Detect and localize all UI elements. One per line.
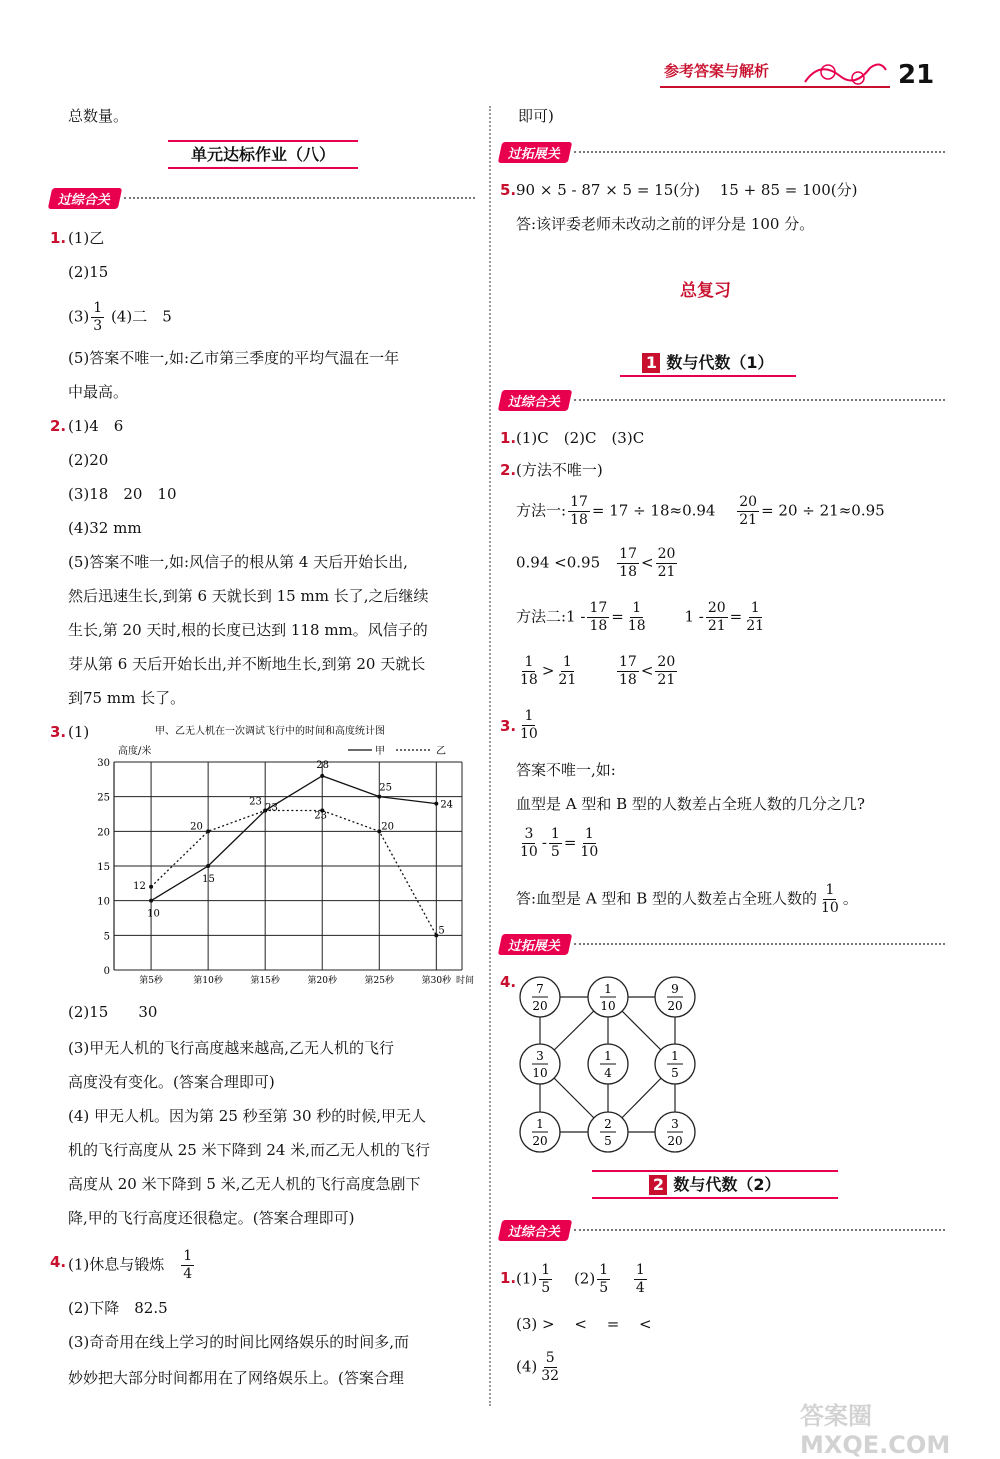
answer-line: (3) $\frac{1}{3}$ (4)二 5 <box>68 300 172 334</box>
data-label: 5 <box>438 925 445 937</box>
question-number: 1. <box>500 429 517 447</box>
y-tick-label: 30 <box>97 758 110 769</box>
fraction-circle-graph <box>515 972 700 1162</box>
question-number: 2. <box>500 461 517 479</box>
answer-line: 机的飞行高度从 25 米下降到 24 米,而乙无人机的飞行 <box>68 1141 431 1159</box>
node-numerator: 1 <box>671 1049 679 1063</box>
answer-line: 芽从第 6 天后开始长出,并不断地生长,到第 20 天就长 <box>68 655 426 673</box>
x-tick-label: 第20秒 <box>307 976 337 986</box>
answer-line: (1)C (2)C (3)C <box>516 429 645 447</box>
line-chart <box>90 720 480 990</box>
x-tick-label: 第15秒 <box>250 976 280 986</box>
node-denominator: 20 <box>532 1134 548 1148</box>
node-denominator: 5 <box>671 1066 679 1080</box>
data-label: 28 <box>316 759 329 771</box>
answer-line: (3)甲无人机的飞行高度越来越高,乙无人机的飞行 <box>68 1039 395 1057</box>
data-label: 20 <box>381 821 395 833</box>
node-denominator: 10 <box>532 1066 548 1080</box>
data-label: 10 <box>147 908 160 920</box>
answer-line: (1)休息与锻炼 $\frac{1}{4}$ <box>68 1248 193 1282</box>
answer-line: $\frac{1}{10}$ <box>520 708 538 742</box>
header-decoration-icon <box>800 56 890 90</box>
y-tick-label: 15 <box>97 862 110 873</box>
unit-title: 单元达标作业（八） <box>168 140 358 169</box>
node-numerator: 3 <box>671 1117 679 1131</box>
answer-line: 高度从 20 米下降到 5 米,乙无人机的飞行高度急剧下 <box>68 1175 421 1193</box>
series-line-jia <box>151 776 436 901</box>
answer-line: 妙妙把大部分时间都用在了网络娱乐上。(答案合理 <box>68 1369 404 1387</box>
node-denominator: 20 <box>667 1134 683 1148</box>
answer-line: 然后迅速生长,到第 6 天就长到 15 mm 长了,之后继续 <box>68 587 429 605</box>
answer-line: (4) 甲无人机。因为第 25 秒至第 30 秒的时候,甲无人 <box>68 1107 427 1125</box>
answer-line: $\frac{1}{18}$ > $\frac{1}{21}$ $\frac{17}{18}$ < $\frac{20}{21}$ <box>520 654 676 688</box>
question-number: 5. <box>500 181 517 199</box>
fraction: $\frac{1}{3}$ <box>93 300 103 334</box>
x-tick-label: 第10秒 <box>193 976 223 986</box>
legend-label-yi: 乙 <box>436 746 446 757</box>
answer-line: 中最高。 <box>68 383 129 401</box>
x-tick-label: 第30秒 <box>421 976 452 986</box>
data-label: 15 <box>202 874 215 885</box>
node-denominator: 20 <box>532 999 548 1013</box>
y-tick-label: 5 <box>103 931 110 943</box>
question-number: 1. <box>500 1269 517 1287</box>
tag-extension: 过拓展关 <box>500 934 945 954</box>
chart-title: 甲、乙无人机在一次调试飞行中的时间和高度统计图 <box>155 726 385 737</box>
answer-line: (3)奇奇用在线上学习的时间比网络娱乐的时间多,而 <box>68 1333 410 1351</box>
answer-line: 血型是 A 型和 B 型的人数差占全班人数的几分之几? <box>516 795 865 813</box>
answer-line: 0.94 <0.95 $\frac{17}{18}$ < $\frac{20}{21}$ <box>516 546 676 580</box>
y-tick-label: 10 <box>97 896 110 908</box>
node-numerator: 2 <box>604 1117 612 1131</box>
node-numerator: 3 <box>536 1049 544 1063</box>
review-title: 总复习 <box>680 281 731 301</box>
answer-line: 到75 mm 长了。 <box>68 689 186 707</box>
answer-line: 生长,第 20 天时,根的长度已达到 118 mm。风信子的 <box>68 621 428 639</box>
data-label: 23 <box>265 802 278 814</box>
data-point <box>149 885 153 889</box>
data-label: 24 <box>440 799 454 811</box>
answer-line: 答案不唯一,如: <box>516 761 616 779</box>
tag-extension: 过拓展关 <box>500 142 945 162</box>
x-tick-label: 第25秒 <box>364 976 395 986</box>
answer-line: 方法一: $\frac{17}{18}$ = 17 ÷ 18≈0.94 $\frac{20}{21}$ = 20 ÷ 21≈0.95 <box>516 494 885 528</box>
y-tick-label: 25 <box>97 792 110 804</box>
tag-comprehensive: 过综合关 <box>50 188 475 208</box>
data-point <box>320 774 324 778</box>
answer-line: (4)32 mm <box>68 519 142 537</box>
data-point <box>206 829 210 833</box>
data-point <box>206 864 210 868</box>
data-point <box>377 795 381 799</box>
node-denominator: 5 <box>604 1134 612 1148</box>
text-line: 总数量。 <box>68 107 129 125</box>
answer-line: (5)答案不唯一,如:风信子的根从第 4 天后开始长出, <box>68 553 408 571</box>
answer-line: (2)15 <box>68 263 109 281</box>
question-number: 4. <box>500 973 517 991</box>
answer-line: (5)答案不唯一,如:乙市第三季度的平均气温在一年 <box>68 349 400 367</box>
answer-line: 降,甲的飞行高度还很稳定。(答案合理即可) <box>68 1209 355 1227</box>
answer-line: 答:血型是 A 型和 B 型的人数差占全班人数的 $\frac{1}{10}$ 。 <box>516 882 858 916</box>
question-number: 2. <box>50 417 67 435</box>
y-tick-label: 20 <box>97 827 110 839</box>
data-label: 20 <box>190 821 203 833</box>
answer-line: (1) $\frac{1}{5}$ (2) $\frac{1}{5}$ $\frac{1}{4}$ <box>516 1262 645 1296</box>
question-number: 4. <box>50 1253 67 1271</box>
answer-line: (3) > < = < <box>516 1315 652 1333</box>
node-numerator: 7 <box>536 982 544 996</box>
node-denominator: 10 <box>600 999 616 1013</box>
data-label: 12 <box>133 880 146 892</box>
answer-line: 答:该评委老师未改动之前的评分是 100 分。 <box>516 215 815 233</box>
data-label: 23 <box>314 810 327 822</box>
section-title: 2 数与代数（2） <box>592 1170 838 1199</box>
answer-line: (1)乙 <box>68 229 105 247</box>
answer-line: (2)下降 82.5 <box>68 1299 168 1317</box>
data-point <box>149 899 153 903</box>
answer-line: (4) $\frac{5}{32}$ <box>516 1350 560 1384</box>
answer-line: 方法二:1 - $\frac{17}{18}$ = $\frac{1}{18}$ 1 - $\frac{20}{21}$ = $\frac{1}{21}$ <box>516 600 765 634</box>
question-number: 1. <box>50 229 67 247</box>
text-line: 即可) <box>518 107 554 125</box>
tag-comprehensive: 过综合关 <box>500 390 945 410</box>
tag-comprehensive: 过综合关 <box>500 1220 945 1240</box>
fraction: $\frac{1}{4}$ <box>183 1248 193 1282</box>
watermark: 答案圈 MXQE.COM <box>800 1402 951 1459</box>
node-numerator: 1 <box>604 1049 612 1063</box>
answer-line: (1) <box>68 723 90 741</box>
answer-line: (1)4 6 <box>68 417 124 435</box>
x-tick-label: 第5秒 <box>139 976 163 986</box>
header-title: 参考答案与解析 <box>664 62 770 80</box>
data-point <box>434 802 438 806</box>
answer-line: 90 × 5 - 87 × 5 = 15(分) 15 + 85 = 100(分) <box>516 181 858 199</box>
node-numerator: 9 <box>671 982 679 996</box>
node-denominator: 20 <box>667 999 683 1013</box>
node-numerator: 1 <box>604 982 612 996</box>
answer-line: $\frac{3}{10}$ - $\frac{1}{5}$ = $\frac{1}{10}$ <box>520 826 599 860</box>
legend-label-jia: 甲 <box>375 746 385 757</box>
data-label: 25 <box>379 782 393 794</box>
node-denominator: 4 <box>604 1066 612 1080</box>
node-numerator: 1 <box>536 1117 544 1131</box>
data-label: 23 <box>249 796 262 808</box>
answer-line: 高度没有变化。(答案合理即可) <box>68 1073 275 1091</box>
answer-line: (2)20 <box>68 451 109 469</box>
answer-line: (2)15 30 <box>68 1003 158 1021</box>
column-divider <box>489 106 491 1406</box>
y-axis-label: 高度/米 <box>118 746 152 757</box>
y-tick-label: 0 <box>103 966 110 977</box>
header-rule <box>660 86 890 88</box>
x-axis-label: 时间 <box>456 976 475 986</box>
page-number: 21 <box>898 60 935 90</box>
question-number: 3. <box>50 723 67 741</box>
question-number: 3. <box>500 717 517 735</box>
answer-line: (方法不唯一) <box>516 461 603 479</box>
section-title: 1 数与代数（1） <box>620 350 796 377</box>
answer-line: (3)18 20 10 <box>68 485 177 503</box>
